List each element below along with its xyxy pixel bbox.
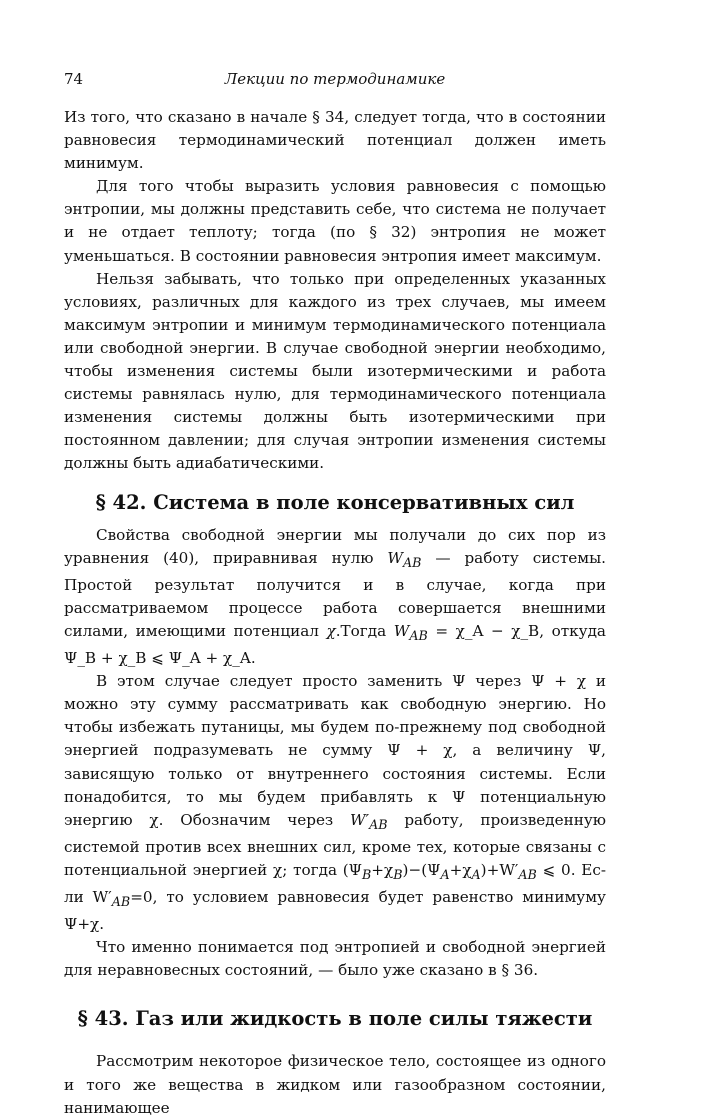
section-42-paragraph-3: Что именно понимается под энтропией и свободной энергией для неравновесных состояний, — было уже сказано в § 36. bbox=[64, 938, 606, 980]
section-42-paragraph-1 bbox=[64, 524, 606, 671]
paragraph-3: Нельзя забывать, что только при определенных указанных условиях, различных для каждого из трех случаев, мы имеем максимум энтропии и минимум термодинамического потенциала или свободной энергии. В случае свободной энергии необходимо, чтобы изменения системы были изотермическими и работа системы равнялась нулю, для термодинамического потенциала изменения системы должны быть изотермическими при постоянном давлении; для случая энтропии изменения системы должны быть адиабатическими. bbox=[64, 269, 606, 473]
text: ⩽ 0. Если W′ bbox=[64, 860, 607, 907]
subscript: A bbox=[471, 866, 481, 882]
text: В этом случае следует просто заменить Ψ через Ψ + χ и можно эту сумму рассматривать как свободную энергию. Но чтобы избежать путаницы, мы будем по-прежнему под свободной энергией подразумевать не сумму Ψ + χ, а величину Ψ, зависящую только от внутреннего состояния системы. Если понадобится, то мы будем прибавлять к Ψ потенциальную энергию χ. Обозначим через bbox=[64, 672, 606, 829]
page-number: 74 bbox=[64, 70, 84, 88]
subscript: A bbox=[440, 866, 450, 882]
text: — работу системы. Простой результат получится и в случае, когда при рассматриваемом процессе работа совершается внешними силами, имеющими потенциал bbox=[64, 548, 607, 640]
work-symbol: W bbox=[387, 548, 404, 567]
text: )−(Ψ bbox=[402, 860, 441, 879]
section-43-paragraph-1: Рассмотрим некоторое физическое тело, состоящее из одного и того же вещества в жидком или газообразном состоянии, нанимающее bbox=[64, 1052, 606, 1117]
text: Свойства свободной энергии мы получали до сих пор из уравнения (40), приравнивая нулю bbox=[64, 525, 606, 567]
running-title: Лекции по термодинамике bbox=[224, 70, 446, 88]
page bbox=[64, 70, 606, 1120]
work-subscript: AB bbox=[403, 554, 422, 570]
text: работу, произведенную системой против всех внешних сил, кроме тех, которые связаны с потенциальной энергией χ; тогда (Ψ bbox=[64, 810, 607, 879]
chi-symbol: χ bbox=[326, 621, 336, 640]
section-42-title: § 42. Система в поле консервативных сил bbox=[95, 490, 575, 514]
page-header bbox=[64, 70, 606, 92]
subscript: AB bbox=[111, 894, 131, 910]
subscript: B bbox=[393, 866, 403, 882]
work-prime-symbol: W′ bbox=[350, 810, 370, 829]
text: +χ bbox=[371, 860, 394, 879]
text: .Тогда bbox=[335, 621, 394, 640]
text: +χ bbox=[449, 860, 472, 879]
text: =0, то условием равновесия будет равенство минимуму Ψ+χ. bbox=[64, 888, 606, 934]
paragraph-2: Для того чтобы выразить условия равновесия с помощью энтропии, мы должны представить себе, что система не получает и не отдает теплоту; тогда (по § 32) энтропия не может уменьшаться. В состоянии равновесия энтропия имеет максимум. bbox=[64, 177, 606, 265]
paragraph-1: Из того, что сказано в начале § 34, следует тогда, что в состоянии равновесия термодинамический потенциал должен иметь минимум. bbox=[64, 108, 606, 173]
work-symbol: W bbox=[393, 621, 410, 640]
section-42-paragraph-2 bbox=[64, 670, 606, 936]
section-43-title: § 43. Газ или жидкость в поле силы тяжести bbox=[77, 1007, 593, 1031]
subscript: B bbox=[361, 866, 372, 882]
text: )+W′ bbox=[480, 860, 519, 879]
equation: = χ_A − χ_B, откуда Ψ_B + χ_B ⩽ Ψ_A + χ_A. bbox=[64, 621, 606, 668]
subscript: AB bbox=[369, 816, 388, 832]
work-subscript: AB bbox=[409, 627, 428, 643]
subscript: AB bbox=[518, 866, 537, 882]
